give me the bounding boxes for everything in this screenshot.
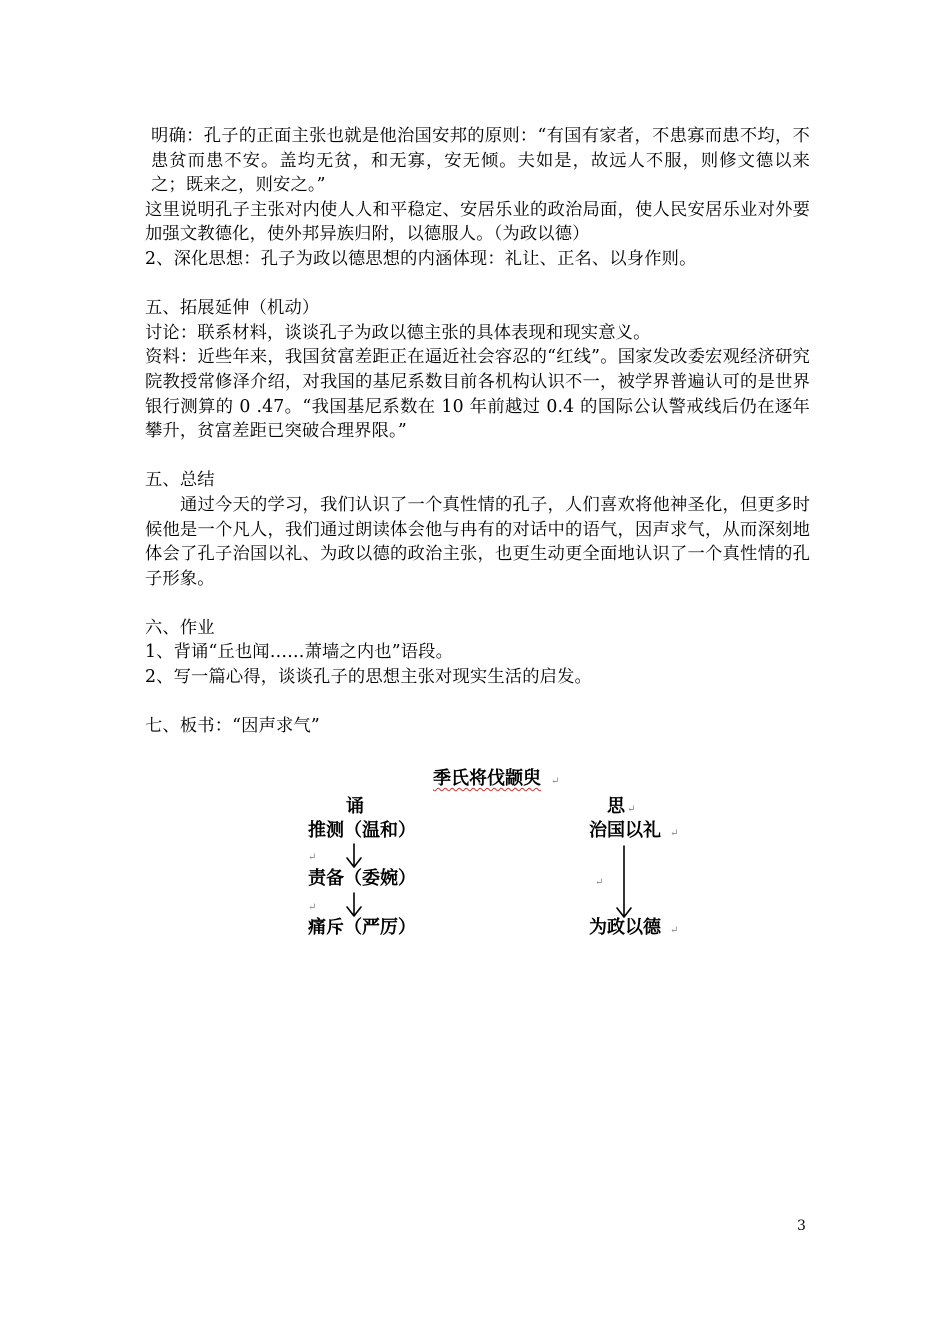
paragraph-explanation: 这里说明孔子主张对内使人人和平稳定、安居乐业的政治局面，使人民安居乐业对外要加强文教德化，使外邦异族归附，以德服人。（为政以德） [145, 199, 810, 245]
heading-extend: 五、拓展延伸（机动） [145, 298, 320, 319]
paragraph-mark-icon: ↵ [627, 804, 636, 815]
paragraph-mark-icon: ↵ [595, 877, 604, 888]
blank-line [145, 591, 810, 616]
paragraph-mark-icon: ↵ [670, 828, 679, 839]
paragraph-clarify: 明确：孔子的正面主张也就是他治国安邦的原则：“有国有家者，不患寡而患不均，不患贫而患不安。盖均无贫，和无寡，安无倾。夫如是，故远人不服，则修文德以来之；既来之，则安之。” [151, 126, 810, 196]
paragraph-deepen: 2、深化思想：孔子为政以德思想的内涵体现：礼让、正名、以身作则。 [145, 248, 697, 269]
heading-board: 七、板书：“因声求气” [145, 716, 320, 737]
paragraph-mark-icon: ↵ [308, 902, 317, 913]
heading-summary: 五、总结 [145, 470, 215, 491]
board-diagram [300, 762, 700, 952]
paragraph-mark-icon: ↵ [308, 852, 317, 863]
blank-line [145, 272, 810, 297]
diagram-right-item-1: 治国以礼 [589, 820, 661, 841]
paragraph-mark-icon: ↵ [670, 925, 679, 936]
diagram-left-item-2: 责备（委婉） [308, 868, 416, 889]
paragraph-material: 资料：近些年来，我国贫富差距正在逼近社会容忍的“红线”。国家发改委宏观经济研究院教授常修泽介绍，对我国的基尼系数目前各机构认识不一，被学界普遍认可的是世界银行测算的 0 .47。“我国基尼系数在 10 年前越过 0.4 的国际公认警戒线后仍在逐年攀升，贫富差距已突破合理界限。” [145, 347, 810, 442]
diagram-left-head: 诵 [346, 796, 364, 817]
body-text [145, 124, 810, 739]
diagram-right-item-2: 为政以德 [589, 917, 661, 938]
paragraph-mark-icon: ↵ [551, 776, 560, 787]
heading-homework: 六、作业 [145, 617, 215, 638]
homework-item-1: 1、背诵“丘也闻……萧墙之内也”语段。 [145, 642, 454, 663]
diagram-left-item-1: 推测（温和） [308, 820, 416, 841]
diagram-right-head: 思 [607, 796, 625, 817]
paragraph-summary: 通过今天的学习，我们认识了一个真性情的孔子，人们喜欢将他神圣化，但更多时候他是一个凡人，我们通过朗读体会他与冉有的对话中的语气，因声求气，从而深刻地体会了孔子治国以礼、为政以德的政治主张，也更生动更全面地认识了一个真性情的孔子形象。 [145, 494, 810, 589]
diagram-title: 季氏将伐颛臾 [433, 768, 541, 789]
paragraph-discussion: 讨论：联系材料，谈谈孔子为政以德主张的具体表现和现实意义。 [145, 322, 651, 343]
diagram-left-item-3: 痛斥（严厉） [308, 917, 416, 938]
page-number: 3 [797, 1218, 806, 1234]
homework-item-2: 2、写一篇心得，谈谈孔子的思想主张对现实生活的启发。 [145, 667, 592, 688]
blank-line [145, 444, 810, 469]
blank-line [145, 690, 810, 715]
